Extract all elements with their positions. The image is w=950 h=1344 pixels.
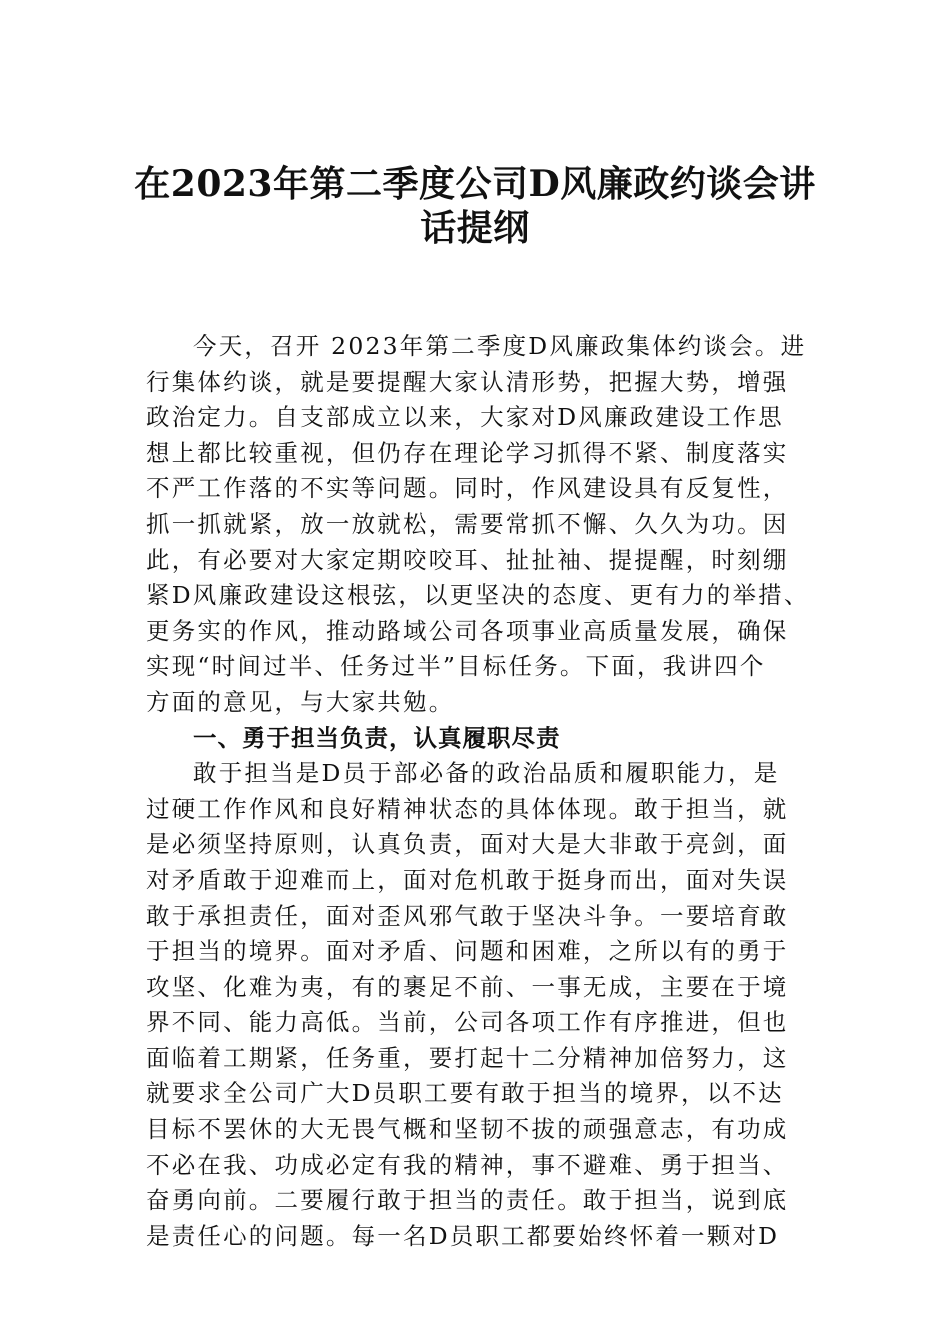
paragraph-line: 奋勇向前。二要履行敢于担当的责任。敢于担当，说到底 [146,1186,789,1215]
paragraph-line: 行集体约谈，就是要提醒大家认清形势，把握大势，增强 [146,367,789,396]
paragraph-line: 就要求全公司广大D员职工要有敢于担当的境界，以不达 [146,1079,784,1108]
paragraph-line: 攻坚、化难为夷，有的裹足不前、一事无成，主要在于境 [146,972,789,1001]
paragraph-line: 不严工作落的不实等问题。同时，作风建设具有反复性， [146,474,789,503]
paragraph-line: 对矛盾敢于迎难而上，面对危机敢于挺身而出，面对失误 [146,865,789,894]
document-title-line-2: 话提纲 [420,207,530,249]
paragraph-line: 面临着工期紧，任务重，要打起十二分精神加倍努力，这 [146,1043,789,1072]
paragraph-line: 方面的意见，与大家共勉。 [146,687,455,716]
paragraph-line: 今天，召开 2023年第二季度D风廉政集体约谈会。进 [193,332,807,360]
paragraph-line: 更务实的作风，推动路域公司各项事业高质量发展，确保 [146,616,789,645]
document-title-line-1: 在2023年第二季度公司D风廉政约谈会讲 [134,163,816,205]
paragraph-line: 想上都比较重视，但仍存在理论学习抓得不紧、制度落实 [146,438,789,467]
paragraph-line: 界不同、能力高低。当前，公司各项工作有序推进，但也 [146,1008,789,1037]
paragraph-line: 不必在我、功成必定有我的精神，事不避难、勇于担当、 [146,1150,789,1179]
paragraph-line: 是责任心的问题。每一名D员职工都要始终怀着一颗对D [146,1221,780,1250]
paragraph-line: 目标不罢休的大无畏气概和坚韧不拔的顽强意志，有功成 [146,1115,789,1144]
paragraph-line: 过硬工作作风和良好精神状态的具体体现。敢于担当，就 [146,794,789,823]
document-body [146,329,846,1254]
paragraph-line: 于担当的境界。面对矛盾、问题和困难，之所以有的勇于 [146,937,789,966]
section-heading: 一、勇于担当负责，认真履职尽责 [193,723,561,752]
paragraph-line: 抓一抓就紧，放一放就松，需要常抓不懈、久久为功。因 [146,509,789,538]
paragraph-line: 政治定力。自支部成立以来，大家对D风廉政建设工作思 [146,403,784,432]
paragraph-line: 敢于承担责任，面对歪风邪气敢于坚决斗争。一要培育敢 [146,901,789,930]
paragraph-line: 紧D风廉政建设这根弦，以更坚决的态度、更有力的举措、 [146,581,810,610]
paragraph-line: 是必须坚持原则，认真负责，面对大是大非敢于亮剑，面 [146,830,789,859]
paragraph-line: 此，有必要对大家定期咬咬耳、扯扯袖、提提醒，时刻绷 [146,545,789,574]
paragraph-line: 敢于担当是D员于部必备的政治品质和履职能力，是 [193,759,780,788]
paragraph-line: 实现“时间过半、任务过半”目标任务。下面，我讲四个 [146,652,766,681]
